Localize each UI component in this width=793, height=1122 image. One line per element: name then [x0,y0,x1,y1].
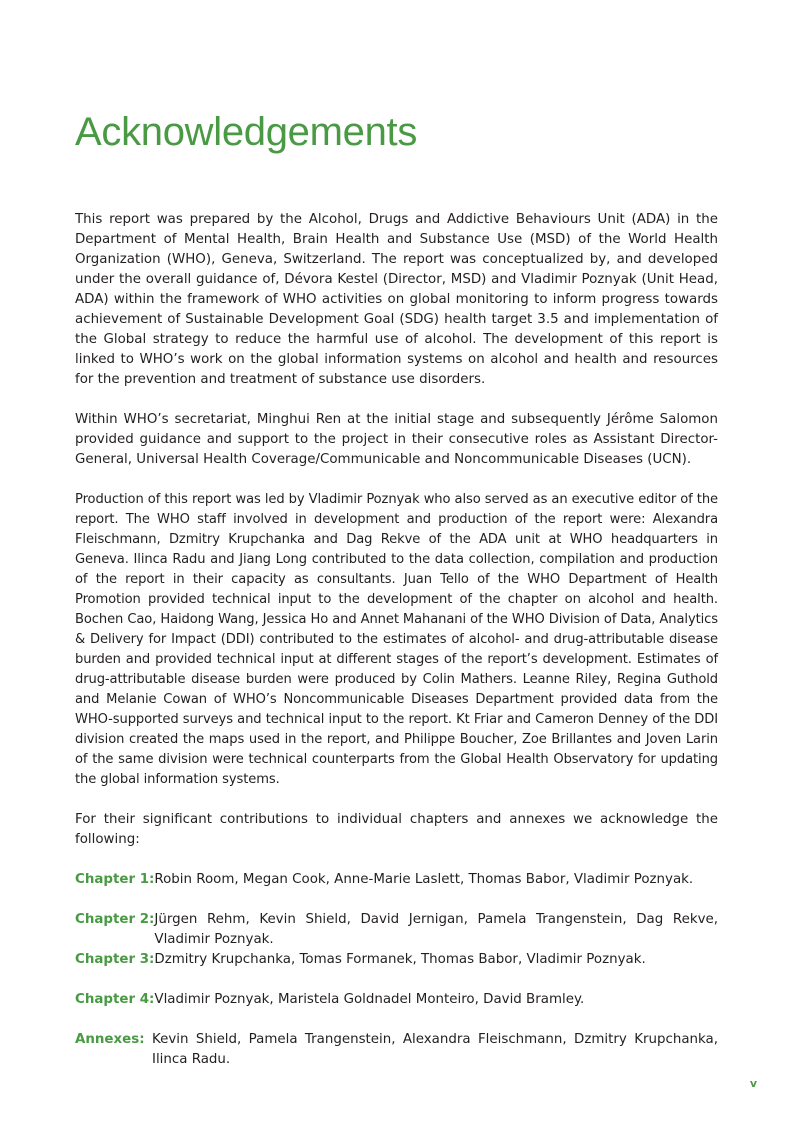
chapter-label: Annexes: [75,1032,145,1047]
paragraph-secretariat: Within WHO’s secretariat, Minghui Ren at the initial stage and subsequently Jérôme Salomon provided guidance and support to the project in their consecutive roles as Assistant Director-General, Universal Health Coverage/Communicable and Noncommunicable Diseases (UCN). [75,412,718,467]
paragraph-report-preparation: This report was prepared by the Alcohol, Drugs and Addictive Behaviours Unit (ADA) in the Department of Mental Health, Brain Health and Substance Use (MSD) of the World Health Organization (WHO), Geneva, Switzerland. The report was conceptualized by, and developed under the overall guidance of, Dévora Kestel (Director, MSD) and Vladimir Poznyak (Unit Head, ADA) within the framework of WHO activities on global monitoring to inform progress towards achievement of Sustainable Development Goal (SDG) health target 3.5 and implementation of the Global strategy to reduce the harmful use of alcohol. The development of this report is linked to WHO’s work on the global information systems on alcohol and health and resources for the prevention and treatment of substance use disorders. [75,212,718,387]
chapter-names: Kevin Shield, Pamela Trangenstein, Alexandra Fleischmann, Dzmitry Krupchanka, Ilinca Radu. [152,1032,718,1067]
paragraph-contributions-intro: For their significant contributions to individual chapters and annexes we acknowledge the following: [75,812,718,847]
chapter-names: Robin Room, Megan Cook, Anne-Marie Laslett, Thomas Babor, Vladimir Poznyak. [154,872,694,887]
page-number: v [749,1077,757,1090]
chapter-label: Chapter 3: [75,952,155,967]
chapter-contributors-list [75,870,718,1070]
chapter-label: Chapter 4: [75,992,155,1007]
chapter-3-contributors [75,950,718,970]
chapter-names: Dzmitry Krupchanka, Tomas Formanek, Thomas Babor, Vladimir Poznyak. [154,952,646,967]
paragraph-production: Production of this report was led by Vladimir Poznyak who also served as an executive editor of the report. The WHO staff involved in development and production of the report were: Alexandra Fleischmann, Dzmitry Krupchanka and Dag Rekve of the ADA unit at WHO headquarters in Geneva. Ilinca Radu and Jiang Long contributed to the data collection, compilation and production of the report in their capacity as consultants. Juan Tello of the WHO Department of Health Promotion provided technical input to the development of the chapter on alcohol and health. Bochen Cao, Haidong Wang, Jessica Ho and Annet Mahanani of the WHO Division of Data, Analytics & Delivery for Impact (DDI) contributed to the estimates of alcohol- and drug-attributable disease burden and provided technical input at different stages of the report’s development. Estimates of drug-attributable disease burden were produced by Colin Mathers. Leanne Riley, Regina Guthold and Melanie Cowan of WHO’s Noncommunicable Diseases Department provided data from the WHO-supported surveys and technical input to the report. Kt Friar and Cameron Denney of the DDI division created the maps used in the report, and Philippe Boucher, Zoe Brillantes and Joven Larin of the same division were technical counterparts from the Global Health Observatory for updating the global information systems. [75,492,718,787]
acknowledgements-body [75,210,718,1070]
page-title: Acknowledgements [75,110,418,154]
chapter-names: Jürgen Rehm, Kevin Shield, David Jernigan, Pamela Trangenstein, Dag Rekve, Vladimir Poznyak. [154,912,718,947]
chapter-2-contributors [75,910,718,950]
chapter-names: Vladimir Poznyak, Maristela Goldnadel Monteiro, David Bramley. [154,992,585,1007]
chapter-label: Chapter 2: [75,912,155,927]
annexes-contributors [75,1030,718,1070]
chapter-label: Chapter 1: [75,872,155,887]
chapter-4-contributors [75,990,718,1010]
chapter-1-contributors [75,870,718,890]
